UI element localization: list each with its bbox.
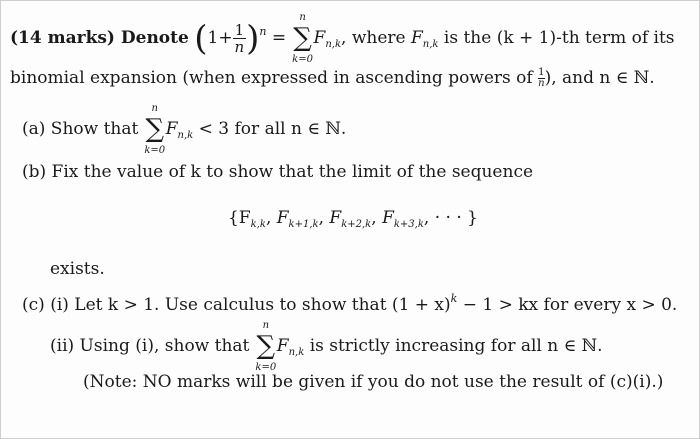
part-a-tail: < 3 for all n ∈ ℕ. [198,119,347,139]
line2-tail: ), and n ∈ ℕ. [544,68,655,88]
part-a-label: (a) Show that [22,119,139,139]
question-line-2 [10,68,655,89]
part-c-i [22,292,678,315]
part-c-ii-tail: is strictly increasing for all n ∈ ℕ. [309,336,603,356]
is-the-text: is the (k + 1)-th term of its [443,28,675,48]
part-a-F: F [165,119,178,139]
seq-s3: k+2,k [341,219,372,230]
sequence: {$F_{k,k}$, $F_{k+1,k}$, $F_{k+2,k}$, $F_{k+3,k}$, · · · } [228,208,478,230]
part-b [22,162,533,182]
plus: + [218,28,233,48]
part-c-i-label: (c) (i) Let k > 1. Use calculus to show that (1 + x) [22,295,451,315]
part-b-label: (b) Fix the value of k to show that the limit of the sequence [22,162,534,182]
one: 1 [207,28,219,48]
exp-k: k [450,292,458,305]
equals: = [271,28,287,48]
seq-open: {F [228,208,251,228]
part-a-summation: n ∑ k=0 [144,103,166,156]
marks-label: (14 marks) Denote [10,28,189,48]
part-a-sub: n,k [177,130,194,141]
small-frac: $\frac{1}{n}$ [538,67,545,89]
part-a [22,103,347,156]
seq-s2: k+1,k [288,219,319,230]
where-text: , where [341,28,406,48]
part-c-ii-label: (ii) Using (i), show that [50,336,250,356]
part-c-ii: (ii) Using (i), show that n ∑ k=0 $F_{n,k}$ is strictly increasing for all n ∈ ℕ. [50,320,603,373]
one-over-n: $\frac{1}{n}$ [234,21,245,56]
part-c-i-tail: − 1 > kx for every x > 0. [462,295,678,315]
question-intro [10,12,675,65]
term-sub-2: n,k [422,39,439,50]
term-F-2: F [411,28,423,48]
part-c-sub: n,k [288,347,305,358]
seq-end: , · · · } [423,208,478,228]
term-sub: n,k [325,39,342,50]
note: (Note: NO marks will be given if you do not use the result of (c)(i).) [83,372,664,392]
term-F: F [313,28,326,48]
binomial-text: binomial expansion (when expressed in ascending powers of [10,68,533,88]
summation: n ∑ k=0 [292,12,313,65]
exists-text: exists. [50,259,105,279]
part-c-summation: n ∑ k=0 [255,320,277,373]
seq-s1: k,k [250,219,266,230]
seq-s4: k+3,k [393,219,424,230]
open-paren: ( [194,18,208,59]
close-paren: ) [246,18,260,59]
power-n: n [259,25,267,38]
